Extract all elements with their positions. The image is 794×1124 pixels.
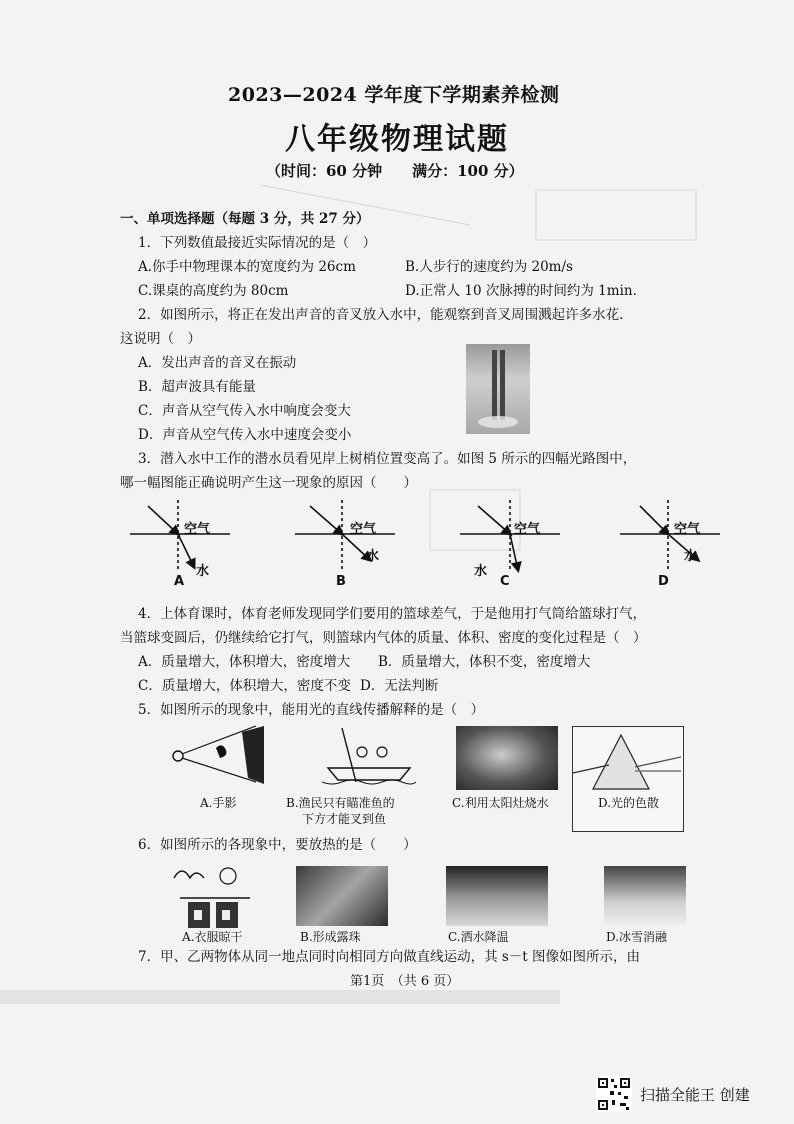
q3-a-water-label: 水 (196, 564, 210, 579)
q4-option-b: B．质量增大，体积不变，密度增大 (378, 654, 591, 670)
q6-snow-melt-photo (604, 866, 686, 926)
exam-title: 八年级物理试题 (285, 122, 509, 157)
q3-d-label: D (658, 574, 669, 589)
q5-caption-b-line2: 下方才能叉到鱼 (302, 812, 387, 826)
q1-option-d: D.正常人 10 次脉搏的时间约为 1min. (405, 283, 637, 299)
q2-option-b: B．超声波具有能量 (138, 379, 256, 395)
q1-option-a: A.你手中物理课本的宽度约为 26cm (138, 259, 356, 275)
scanner-brand: 扫描全能王 创建 (640, 1086, 750, 1104)
q3-d-air-label: 空气 (674, 522, 701, 537)
q5-caption-c: C.利用太阳灶烧水 (452, 796, 549, 810)
q6-caption-c: C.洒水降温 (448, 930, 509, 944)
qr-code-icon (596, 1076, 632, 1112)
q6-caption-a: A.衣服晾干 (182, 930, 243, 944)
q5-caption-b-line1: B.渔民只有瞄准鱼的 (286, 796, 395, 810)
q2-option-d: D．声音从空气传入水中速度会变小 (138, 427, 352, 443)
q1-stem: 1．下列数值最接近实际情况的是（ ） (138, 235, 377, 251)
q6-caption-b: B.形成露珠 (300, 930, 361, 944)
q2-option-c: C．声音从空气传入水中响度会变大 (138, 403, 351, 419)
q6-stem: 6．如图所示的各现象中，要放热的是（ ） (138, 837, 417, 853)
q5-fisherman-figure (322, 722, 416, 786)
q5-solar-cooker-photo (456, 726, 558, 790)
q2-option-a: A．发出声音的音叉在振动 (138, 355, 297, 371)
exam-subtitle: 2023—2024 学年度下学期素养检测 (228, 84, 560, 106)
q3-b-air-label: 空气 (350, 522, 377, 537)
section-title: 一、单项选择题（每题 3 分，共 27 分） (120, 211, 370, 227)
q5-caption-d: D.光的色散 (598, 796, 660, 810)
q1-option-c: C.课桌的高度约为 80cm (138, 283, 289, 299)
q3-a-air-label: 空气 (184, 522, 211, 537)
q3-c-air-label: 空气 (514, 522, 541, 537)
exam-time-info: （时间：60 分钟 满分：100 分） (266, 162, 524, 180)
q6-dew-photo (296, 866, 388, 926)
q5-dispersion-photo (572, 726, 684, 832)
q3-a-label: A (174, 574, 185, 589)
page-number: 第1页 （共 6 页） (350, 974, 460, 989)
q6-caption-d: D.冰雪消融 (606, 930, 668, 944)
tuning-fork-photo (466, 344, 530, 434)
q4-option-c: C．质量增大，体积增大，密度不变 (138, 678, 351, 694)
q4-option-d: D．无法判断 (360, 678, 439, 694)
q1-option-b: B.人步行的速度约为 20m/s (405, 259, 573, 275)
q3-d-water-label: 水 (684, 549, 698, 564)
q4-stem-line2: 当篮球变圆后，仍继续给它打气，则篮球内气体的质量、体积、密度的变化过程是（ ） (120, 630, 647, 646)
q4-option-a: A．质量增大，体积增大，密度增大 (138, 654, 351, 670)
q3-c-label: C (500, 574, 510, 589)
q3-b-water-label: 水 (366, 549, 380, 564)
q6-sprinkler-photo (446, 866, 548, 926)
q2-stem-line2: 这说明（ ） (120, 331, 201, 347)
q3-stem-line1: 3．潜入水中工作的潜水员看见岸上树梢位置变高了。如图 5 所示的四幅光路图中， (138, 451, 637, 467)
q5-hand-shadow-figure (168, 722, 268, 790)
q4-stem-line1: 4．上体育课时，体育老师发现同学们要用的篮球差气，于是他用打气筒给篮球打气， (138, 606, 647, 622)
q5-caption-a: A.手影 (200, 796, 237, 810)
q3-b-label: B (336, 574, 346, 589)
q5-stem: 5．如图所示的现象中，能用光的直线传播解释的是（ ） (138, 702, 485, 718)
q3-diagrams (120, 492, 720, 587)
q3-c-water-label: 水 (474, 564, 488, 579)
q3-stem-line2: 哪一幅图能正确说明产生这一现象的原因（ ） (120, 475, 417, 491)
q7-stem: 7．甲、乙两物体从同一地点同时向相同方向做直线运动，其 s－t 图像如图所示，由 (138, 949, 641, 965)
q2-stem-line1: 2．如图所示，将正在发出声音的音叉放入水中，能观察到音叉周围溅起许多水花. (138, 307, 624, 323)
